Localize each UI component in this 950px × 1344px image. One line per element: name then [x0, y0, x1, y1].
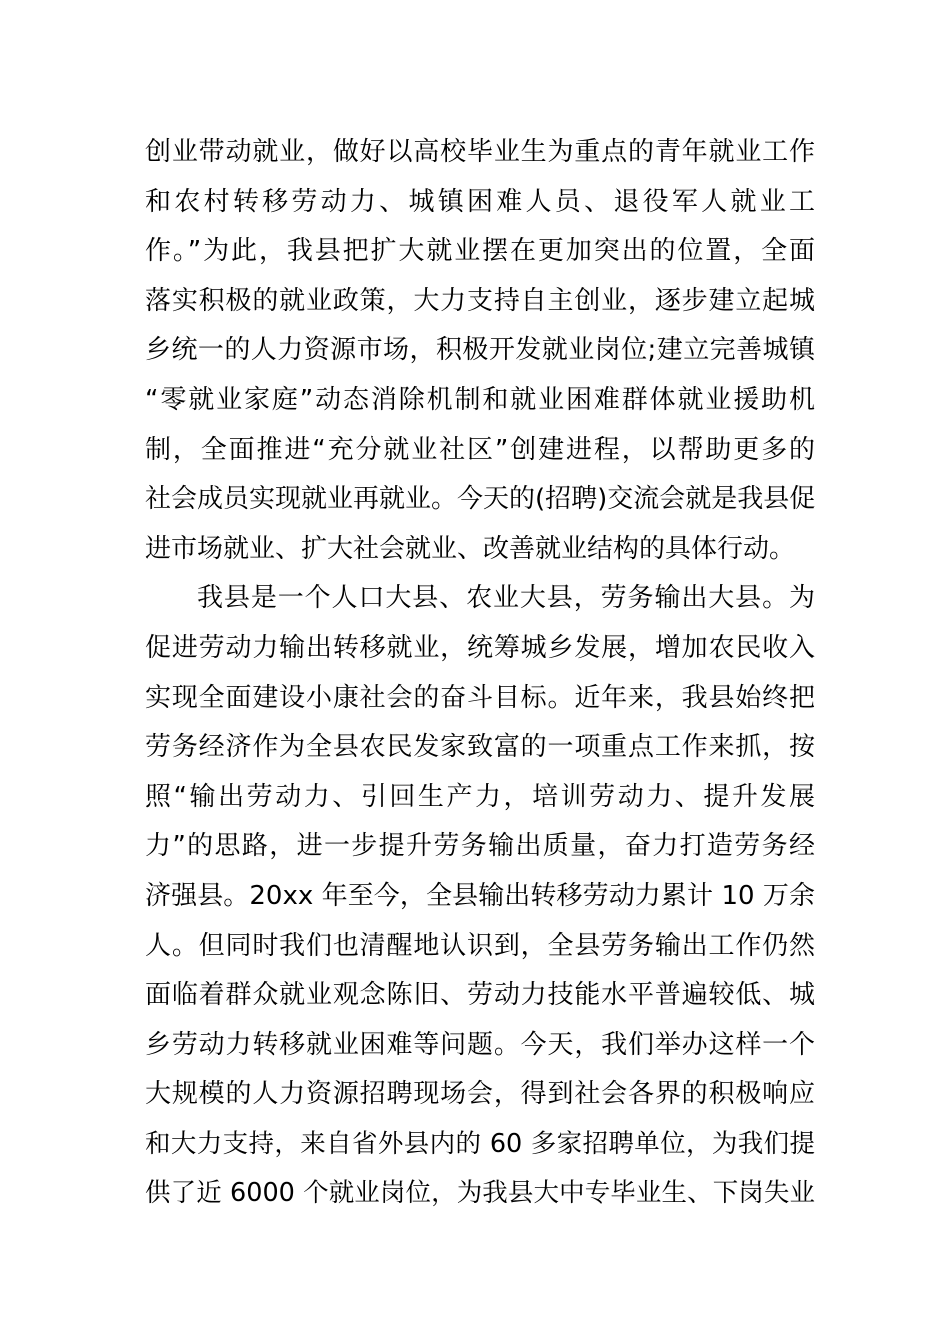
- text-line: 照“输出劳动力、引回生产力，培训劳动力、提升发展: [145, 781, 815, 812]
- text-line: 作。”为此，我县把扩大就业摆在更加突出的位置，全面: [145, 236, 815, 267]
- text-line: 创业带动就业，做好以高校毕业生为重点的青年就业工作: [145, 137, 815, 167]
- text-line: 实现全面建设小康社会的奋斗目标。近年来，我县始终把: [145, 682, 815, 713]
- text-line: 制，全面推进“充分就业社区”创建进程，以帮助更多的: [145, 434, 815, 465]
- text-line: 社会成员实现就业再就业。今天的(招聘)交流会就是我县促: [145, 484, 816, 515]
- text-line: 劳务经济作为全县农民发家致富的一项重点工作来抓，按: [145, 732, 815, 763]
- text-line: 和大力支持，来自省外县内的 60 多家招聘单位，为我们提: [145, 1128, 815, 1159]
- body-text: [145, 128, 815, 1219]
- text-line: 我县是一个人口大县、农业大县，劳务输出大县。为: [197, 583, 815, 614]
- text-line: 进市场就业、扩大社会就业、改善就业结构的具体行动。: [145, 533, 796, 564]
- text-line: 济强县。20xx 年至今，全县输出转移劳动力累计 10 万余: [145, 880, 815, 911]
- text-line: 乡劳动力转移就业困难等问题。今天，我们举办这样一个: [145, 1029, 815, 1060]
- text-line: “零就业家庭”动态消除机制和就业困难群体就业援助机: [145, 384, 815, 415]
- text-line: 促进劳动力输出转移就业，统筹城乡发展，增加农民收入: [145, 632, 815, 663]
- text-line: 力”的思路，进一步提升劳务输出质量，奋力打造劳务经: [145, 831, 815, 862]
- text-line: 供了近 6000 个就业岗位，为我县大中专毕业生、下岗失业: [145, 1178, 815, 1209]
- text-line: 落实积极的就业政策，大力支持自主创业，逐步建立起城: [145, 285, 815, 316]
- text-line: 乡统一的人力资源市场，积极开发就业岗位;建立完善城镇: [145, 335, 815, 366]
- text-line: 大规模的人力资源招聘现场会，得到社会各界的积极响应: [145, 1079, 815, 1110]
- text-line: 面临着群众就业观念陈旧、劳动力技能水平普遍较低、城: [145, 980, 815, 1011]
- text-line: 人。但同时我们也清醒地认识到，全县劳务输出工作仍然: [145, 930, 815, 961]
- text-line: 和农村转移劳动力、城镇困难人员、退役军人就业工: [145, 186, 815, 217]
